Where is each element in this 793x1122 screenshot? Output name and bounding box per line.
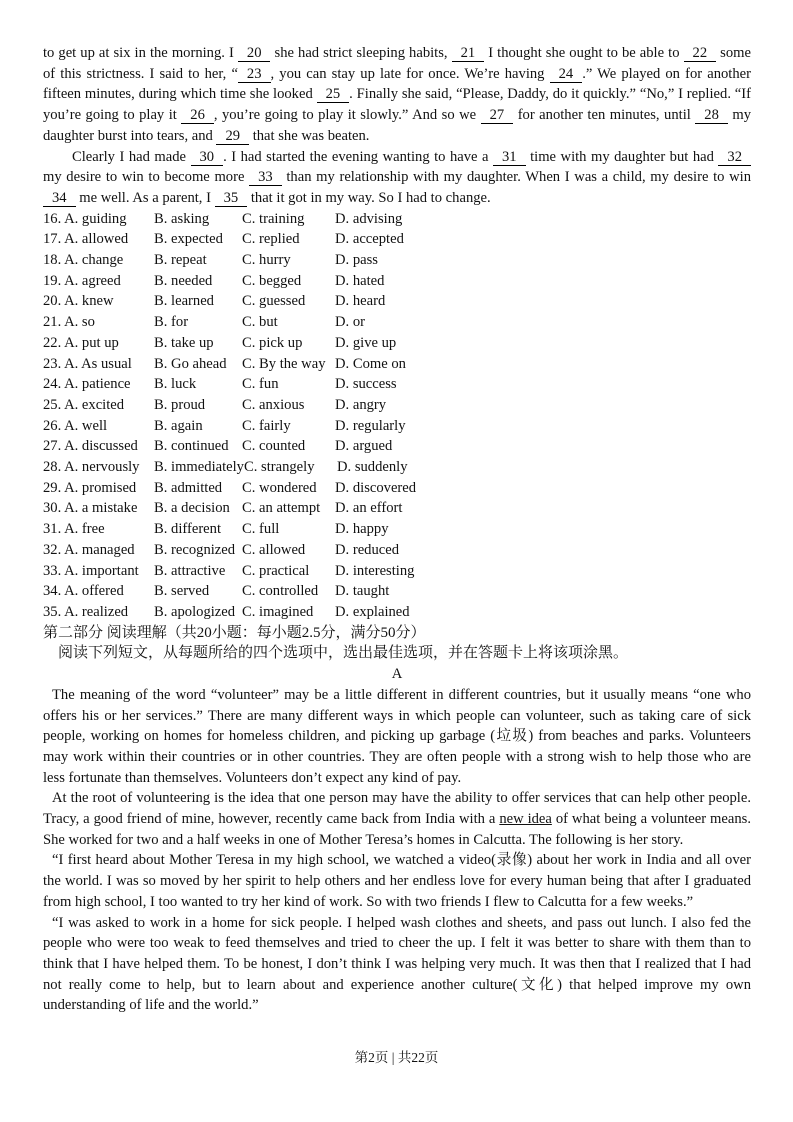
option-d: D. regularly bbox=[335, 417, 406, 434]
option-d: D. discovered bbox=[335, 479, 417, 496]
cloze-blank-26: 26 bbox=[181, 107, 214, 124]
question-number-and-option-a: 31. A. free bbox=[43, 521, 105, 538]
option-d: D. suddenly bbox=[336, 459, 408, 476]
option-b: B. asking bbox=[154, 210, 210, 227]
question-number-and-option-a: 34. A. offered bbox=[43, 583, 124, 600]
option-c: C. training bbox=[242, 210, 305, 227]
option-b: B. served bbox=[154, 583, 210, 600]
reading-paragraph: “I was asked to work in a home for sick people. I helped wash clothes and sheets, and pass out lunch. I also fed the people who were too weak to feed themselves and tried to cheer the up. I felt it was better to share with them than to think that I have helped them. To be honest, I don’t think I was helping very much. It was then that I realized that I had not really come to help, but to learn about and experience another culture(文化) that helped improve my own understanding of life and the world.” bbox=[43, 914, 751, 1014]
cloze-blank-34: 34 bbox=[43, 190, 76, 207]
cloze-blank-33: 33 bbox=[249, 169, 282, 186]
cloze-question-row bbox=[43, 333, 751, 354]
question-number-and-option-a: 33. A. important bbox=[43, 562, 139, 579]
option-c: C. an attempt bbox=[242, 500, 321, 517]
question-number-and-option-a: 17. A. allowed bbox=[43, 231, 129, 248]
cloze-blank-30: 30 bbox=[191, 149, 224, 166]
question-number-and-option-a: 18. A. change bbox=[43, 252, 124, 269]
option-b: B. attractive bbox=[154, 562, 226, 579]
underlined-phrase: new idea bbox=[499, 811, 552, 828]
option-c: C. anxious bbox=[242, 396, 305, 413]
option-d: D. an effort bbox=[335, 500, 403, 517]
option-d: D. interesting bbox=[335, 562, 415, 579]
option-b: B. take up bbox=[154, 334, 214, 351]
option-c: C. wondered bbox=[242, 479, 317, 496]
cloze-blank-35: 35 bbox=[215, 190, 248, 207]
cloze-question-row bbox=[43, 561, 751, 582]
option-b: B. apologized bbox=[154, 603, 236, 620]
option-c: C. counted bbox=[242, 438, 306, 455]
cloze-question-row bbox=[43, 416, 751, 437]
section2-instruction: 阅读下列短文，从每题所给的四个选项中，选出最佳选项，并在答题卡上将该项涂黑。 bbox=[58, 645, 629, 662]
cloze-paragraph: Clearly I had made 30 . I had started the evening wanting to have a 31 time with my daughter but had 32 my desire to win to become more 33 than my relationship with my daughter. When I was a child, my desire to win 34 me well. As a parent, I 35 that it got in my way. So I had to change. bbox=[43, 148, 752, 206]
option-d: D. accepted bbox=[335, 231, 404, 248]
option-d: D. give up bbox=[335, 334, 397, 351]
cloze-question-row bbox=[43, 540, 751, 561]
reading-paragraph: The meaning of the word “volunteer” may be a little different in different countries, but it usually means “one who offers his or her services.” There are many different ways in which people can volunteer, such as taking care of sick people, working on homes for homeless children, and picking up garbage (垃圾) from beaches and parks. Volunteers may work within their countries or in other countries. They are often people with a strong wish to help those who are less fortunate than themselves. Volunteers don’t expect any kind of pay. bbox=[43, 686, 751, 786]
cloze-blank-29: 29 bbox=[216, 128, 249, 145]
question-number-and-option-a: 35. A. realized bbox=[43, 603, 129, 620]
option-c: C. imagined bbox=[242, 603, 314, 620]
option-b: B. recognized bbox=[154, 541, 236, 558]
question-number-and-option-a: 16. A. guiding bbox=[43, 210, 127, 227]
question-number-and-option-a: 28. A. nervously bbox=[43, 459, 140, 476]
option-c: C. fairly bbox=[242, 417, 291, 434]
cloze-question-row bbox=[43, 209, 751, 230]
option-c: C. full bbox=[242, 521, 280, 538]
option-c: C. allowed bbox=[242, 541, 306, 558]
option-b: B. Go ahead bbox=[154, 355, 227, 372]
cloze-blank-31: 31 bbox=[493, 149, 526, 166]
option-b: B. continued bbox=[154, 438, 229, 455]
option-b: B. immediately bbox=[154, 459, 244, 476]
option-b: B. repeat bbox=[154, 252, 207, 269]
cloze-question-row bbox=[43, 291, 751, 312]
cloze-blank-27: 27 bbox=[481, 107, 514, 124]
option-c: C. pick up bbox=[242, 334, 303, 351]
question-number-and-option-a: 29. A. promised bbox=[43, 479, 137, 496]
option-b: B. learned bbox=[154, 293, 214, 310]
cloze-passage bbox=[43, 43, 751, 209]
cloze-blank-20: 20 bbox=[238, 45, 271, 62]
option-d: D. taught bbox=[335, 583, 390, 600]
option-c: C. but bbox=[242, 314, 278, 331]
reading-paragraph: At the root of volunteering is the idea that one person may have the ability to offer services that can help other people. Tracy, a good friend of mine, however, recently came back from India with a new idea of what being a volunteer means. She worked for two and a half weeks in one of Mother Teresa’s homes in Calcutta. The following is her story. bbox=[43, 790, 751, 848]
question-number-and-option-a: 20. A. knew bbox=[43, 293, 114, 310]
cloze-blank-23: 23 bbox=[238, 66, 271, 83]
option-b: B. expected bbox=[154, 231, 223, 248]
question-number-and-option-a: 19. A. agreed bbox=[43, 272, 121, 289]
option-d: D. Come on bbox=[335, 355, 406, 372]
cloze-blank-24: 24 bbox=[550, 66, 583, 83]
option-c: C. begged bbox=[242, 272, 302, 289]
cloze-question-row bbox=[43, 478, 751, 499]
question-number-and-option-a: 27. A. discussed bbox=[43, 438, 138, 455]
option-b: B. admitted bbox=[154, 479, 223, 496]
cloze-question-row bbox=[43, 250, 751, 271]
cloze-question-row bbox=[43, 436, 751, 457]
cloze-blank-28: 28 bbox=[695, 107, 728, 124]
cloze-blank-21: 21 bbox=[452, 45, 485, 62]
option-b: B. different bbox=[154, 521, 222, 538]
option-d: D. or bbox=[335, 314, 365, 331]
option-c: C. By the way bbox=[242, 355, 326, 372]
cloze-question-row bbox=[43, 498, 751, 519]
option-b: B. a decision bbox=[154, 500, 230, 517]
cloze-paragraph: to get up at six in the morning. I 20 she had strict sleeping habits, 21 I thought she ought to be able to 22 some of this strictness. I said to her, “ 23 , you can stay up late for once. We’re having 24 .” We played on for another fifteen minutes, during which time she looked 25 . Finally she said, “Please, Daddy, do it quickly.” “No,” I replied. “If you’re going to play it 26 , you’re going to play it slowly.” And so we 27 for another ten minutes, until 28 my daughter burst into tears, and 29 that she was beaten. bbox=[43, 45, 752, 144]
option-c: C. strangely bbox=[243, 459, 315, 476]
option-c: C. fun bbox=[242, 376, 279, 393]
option-b: B. proud bbox=[154, 396, 206, 413]
option-c: C. hurry bbox=[242, 252, 291, 269]
cloze-question-row bbox=[43, 602, 751, 623]
cloze-question-row bbox=[43, 374, 751, 395]
question-number-and-option-a: 23. A. As usual bbox=[43, 355, 132, 372]
question-number-and-option-a: 30. A. a mistake bbox=[43, 500, 138, 517]
option-d: D. hated bbox=[335, 272, 385, 289]
option-b: B. luck bbox=[154, 376, 197, 393]
option-c: C. practical bbox=[242, 562, 310, 579]
question-number-and-option-a: 21. A. so bbox=[43, 314, 95, 331]
option-d: D. advising bbox=[335, 210, 403, 227]
option-d: D. explained bbox=[335, 603, 410, 620]
cloze-options-list bbox=[43, 209, 751, 623]
option-d: D. pass bbox=[335, 252, 378, 269]
cloze-question-row bbox=[43, 581, 751, 602]
option-d: D. heard bbox=[335, 293, 386, 310]
question-number-and-option-a: 24. A. patience bbox=[43, 376, 131, 393]
option-c: C. guessed bbox=[242, 293, 306, 310]
cloze-question-row bbox=[43, 519, 751, 540]
question-number-and-option-a: 22. A. put up bbox=[43, 334, 119, 351]
option-b: B. for bbox=[154, 314, 189, 331]
option-d: D. success bbox=[335, 376, 397, 393]
cloze-blank-22: 22 bbox=[684, 45, 717, 62]
option-b: B. needed bbox=[154, 272, 213, 289]
cloze-question-row bbox=[43, 395, 751, 416]
option-c: C. replied bbox=[242, 231, 300, 248]
cloze-question-row bbox=[43, 312, 751, 333]
option-d: D. happy bbox=[335, 521, 389, 538]
question-number-and-option-a: 26. A. well bbox=[43, 417, 108, 434]
reading-passage bbox=[43, 685, 751, 1016]
question-number-and-option-a: 25. A. excited bbox=[43, 396, 125, 413]
cloze-question-row bbox=[43, 354, 751, 375]
reading-paragraph: “I first heard about Mother Teresa in my high school, we watched a video(录像) about her work in India and all over the world. I was so moved by her spirit to help others and her endless love for every human being that after I graduated from high school, I too wanted to try her kind of work. So with two friends I flew to Calcutta for a few weeks.” bbox=[43, 852, 751, 910]
reading-passage-label: A bbox=[391, 666, 403, 683]
option-d: D. argued bbox=[335, 438, 393, 455]
option-b: B. again bbox=[154, 417, 203, 434]
cloze-question-row bbox=[43, 229, 751, 250]
cloze-question-row bbox=[43, 457, 751, 478]
option-d: D. reduced bbox=[335, 541, 400, 558]
option-c: C. controlled bbox=[242, 583, 319, 600]
cloze-question-row bbox=[43, 271, 751, 292]
section2-heading: 第二部分 阅读理解（共20小题：每小题2.5分，满分50分） bbox=[43, 624, 426, 641]
cloze-blank-32: 32 bbox=[718, 149, 751, 166]
question-number-and-option-a: 32. A. managed bbox=[43, 541, 135, 558]
cloze-blank-25: 25 bbox=[317, 86, 350, 103]
option-d: D. angry bbox=[335, 396, 387, 413]
page-footer: 第2页 | 共22页 bbox=[354, 1050, 439, 1065]
